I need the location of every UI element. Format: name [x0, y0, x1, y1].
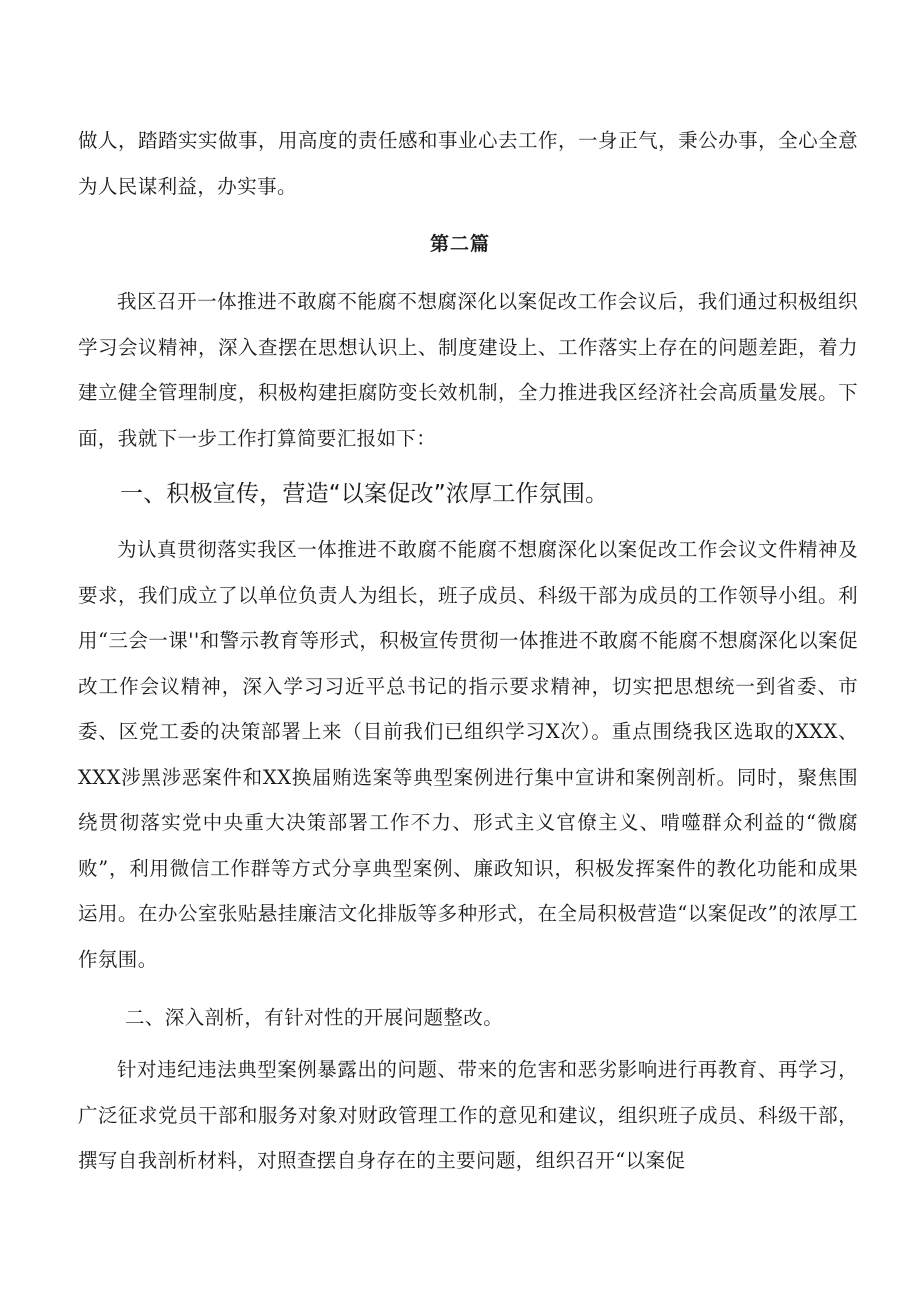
- body-paragraph-two: 针对违纪违法典型案例暴露出的问题、带来的危害和恶劣影响进行再教育、再学习，广泛征求党员干部和服务对象对财政管理工作的意见和建议，组织班子成员、科级干部，撰写自我剖析材料，对照查摆自身存在的主要问题，组织召开“以案促: [78, 1058, 858, 1172]
- continuation-paragraph: 做人，踏踏实实做事，用高度的责任感和事业心去工作，一身正气，秉公办事，全心全意为人民谋利益，办实事。: [78, 129, 858, 198]
- heading-one: 一、积极宣传，营造“以案促改”浓厚工作氛围。: [120, 481, 609, 507]
- heading-two: 二、深入剖析，有针对性的开展问题整改。: [125, 1006, 504, 1029]
- section-title: 第二篇: [429, 233, 490, 255]
- intro-paragraph: 我区召开一体推进不敢腐不能腐不想腐深化以案促改工作会议后，我们通过积极组织学习会议精神，深入查摆在思想认识上、制度建设上、工作落实上存在的问题差距，着力建立健全管理制度，积极构建拒腐防变长效机制，全力推进我区经济社会高质量发展。下面，我就下一步工作打算简要汇报如下：: [78, 290, 858, 450]
- body-paragraph-one: 为认真贯彻落实我区一体推进不敢腐不能腐不想腐深化以案促改工作会议文件精神及要求，我们成立了以单位负责人为组长，班子成员、科级干部为成员的工作领导小组。利用“三会一课''和警示教育等形式，积极宣传贯彻一体推进不敢腐不能腐不想腐深化以案促改工作会议精神，深入学习习近平总书记的指示要求精神，切实把思想统一到省委、市委、区党工委的决策部署上来（目前我们已组织学习X次）。重点围绕我区选取的XXX、XXX涉黑涉恶案件和XX换届贿选案等典型案例进行集中宣讲和案例剖析。同时，聚焦围绕贯彻落实党中央重大决策部署工作不力、形式主义官僚主义、啃噬群众利益的“微腐败”，利用微信工作群等方式分享典型案例、廉政知识，积极发挥案件的教化功能和成果运用。在办公室张贴悬挂廉洁文化排版等多种形式，在全局积极营造“以案促改”的浓厚工作氛围。: [78, 538, 858, 971]
